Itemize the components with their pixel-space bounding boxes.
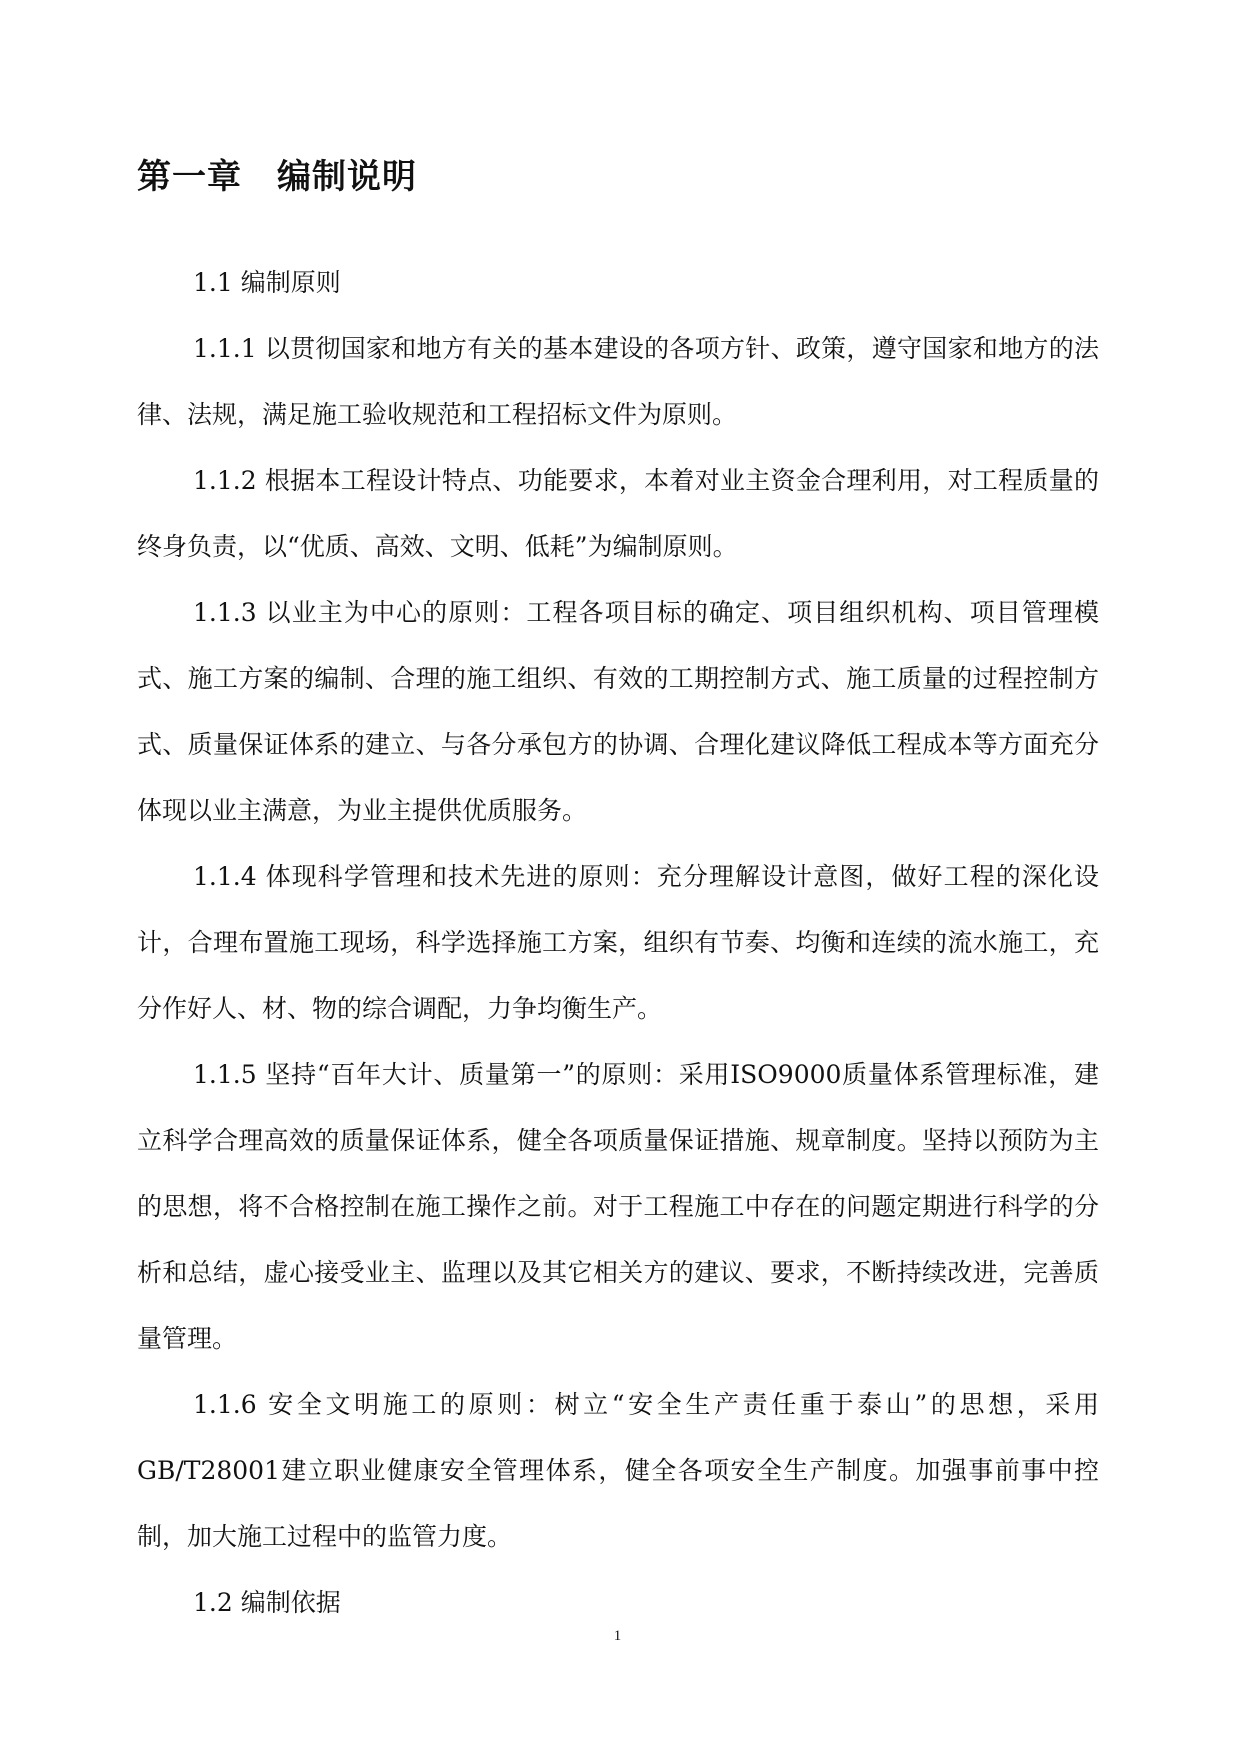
paragraph-1-1-1: 1.1.1 以贯彻国家和地方有关的基本建设的各项方针、政策，遵守国家和地方的法律、法规，满足施工验收规范和工程招标文件为原则。 bbox=[137, 334, 1099, 429]
section-heading-1-2: 1.2 编制依据 bbox=[193, 1588, 341, 1617]
paragraph-1-1-5: 1.1.5 坚持“百年大计、质量第一”的原则：采用ISO9000质量体系管理标准，建立科学合理高效的质量保证体系，健全各项质量保证措施、规章制度。坚持以预防为主的思想，将不合格控制在施工操作之前。对于工程施工中存在的问题定期进行科学的分析和总结，虚心接受业主、监理以及其它相关方的建议、要求，不断持续改进，完善质量管理。 bbox=[137, 1060, 1099, 1353]
paragraph-1-1-4: 1.1.4 体现科学管理和技术先进的原则：充分理解设计意图，做好工程的深化设计，合理布置施工现场，科学选择施工方案，组织有节奏、均衡和连续的流水施工，充分作好人、材、物的综合调配，力争均衡生产。 bbox=[137, 862, 1099, 1023]
paragraph-1-1-6: 1.1.6 安全文明施工的原则：树立“安全生产责任重于泰山”的思想，采用GB/T28001建立职业健康安全管理体系，健全各项安全生产制度。加强事前事中控制，加大施工过程中的监管力度。 bbox=[137, 1390, 1099, 1551]
chapter-title: 第一章 编制说明 bbox=[137, 157, 417, 197]
paragraph-1-1-2: 1.1.2 根据本工程设计特点、功能要求，本着对业主资金合理利用，对工程质量的终身负责，以“优质、高效、文明、低耗”为编制原则。 bbox=[137, 466, 1099, 561]
section-heading-1-1: 1.1 编制原则 bbox=[193, 268, 341, 297]
paragraph-1-1-3: 1.1.3 以业主为中心的原则：工程各项目标的确定、项目组织机构、项目管理模式、施工方案的编制、合理的施工组织、有效的工期控制方式、施工质量的过程控制方式、质量保证体系的建立、与各分承包方的协调、合理化建议降低工程成本等方面充分体现以业主满意，为业主提供优质服务。 bbox=[137, 598, 1099, 825]
document-body bbox=[137, 250, 1099, 1636]
page-number: 1 bbox=[613, 1628, 622, 1644]
